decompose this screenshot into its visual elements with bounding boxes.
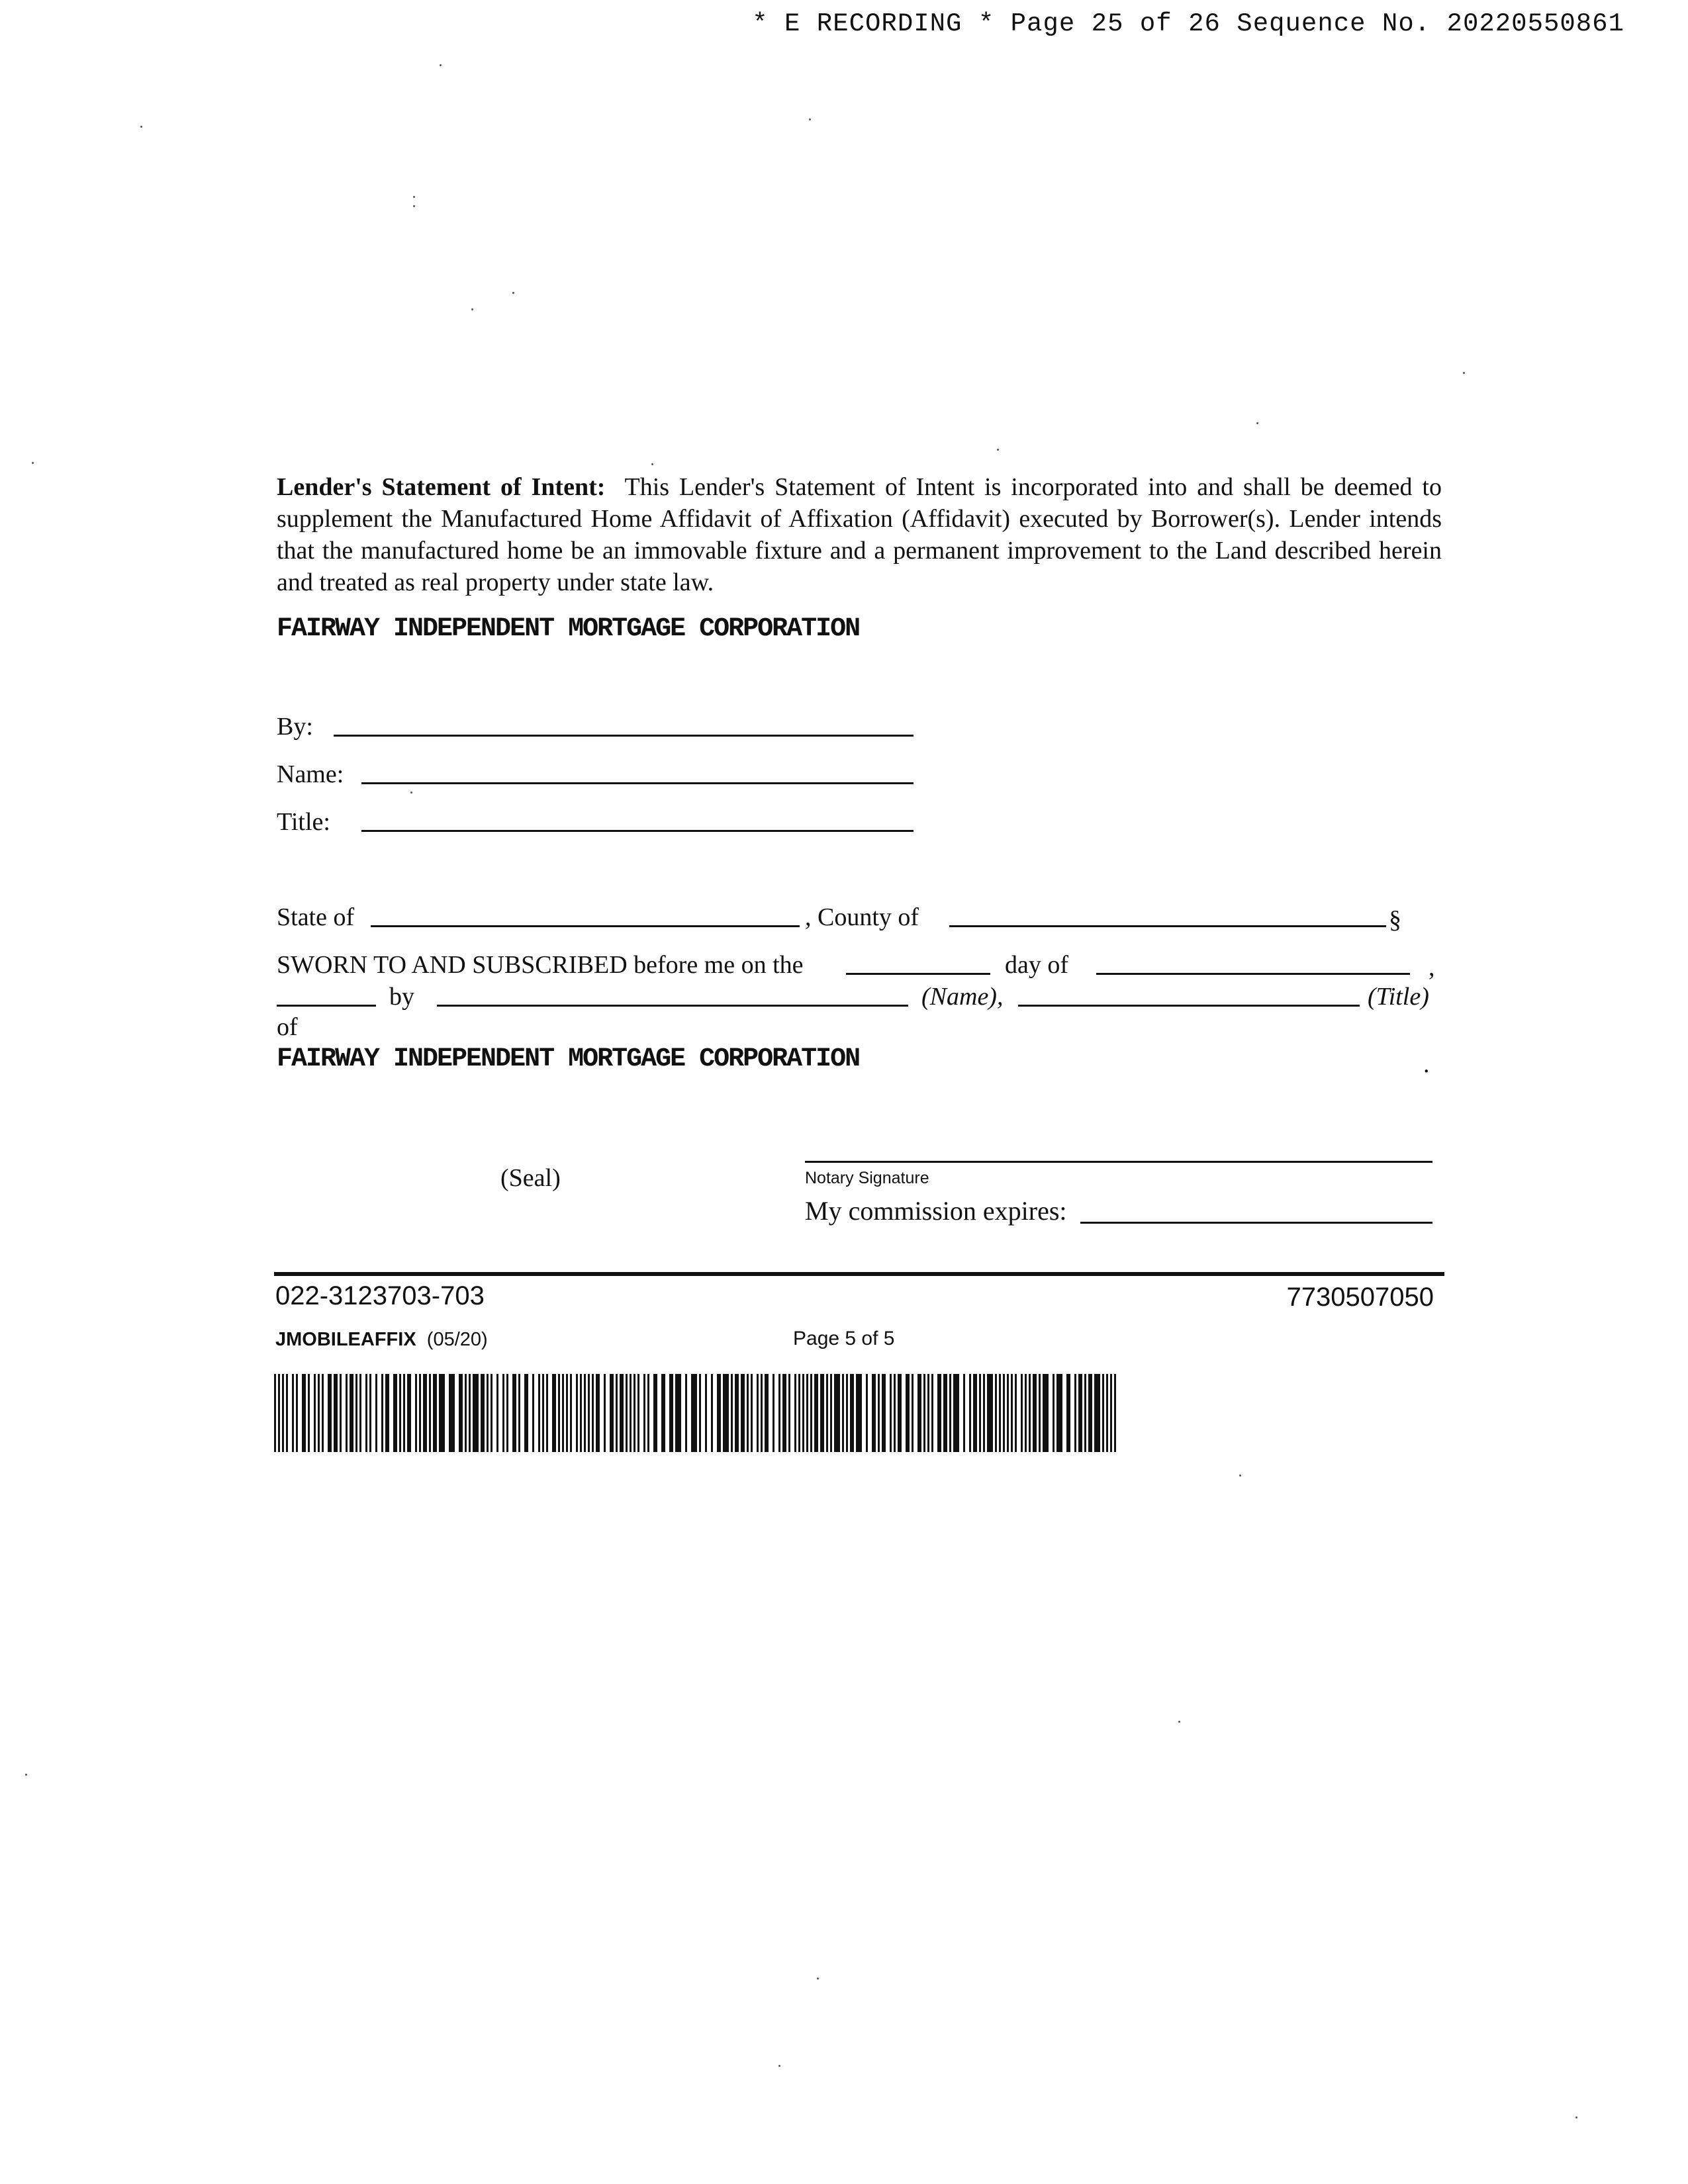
barcode-bar	[814, 1374, 818, 1452]
barcode-bar	[292, 1374, 294, 1452]
barcode-bar	[576, 1374, 578, 1452]
recording-header: * E RECORDING * Page 25 of 26 Sequence No. 20220550861	[752, 9, 1624, 38]
barcode-bar	[346, 1374, 348, 1452]
barcode-bar	[705, 1374, 707, 1452]
month-line[interactable]	[1096, 973, 1410, 975]
barcode-bar	[481, 1374, 485, 1452]
barcode-bar	[757, 1374, 759, 1452]
scan-speck	[471, 308, 473, 310]
barcode-bar	[1015, 1374, 1017, 1452]
barcode-bar	[1102, 1374, 1104, 1452]
barcode-bar	[711, 1374, 713, 1452]
barcode-bar	[620, 1374, 624, 1452]
barcode-bar	[949, 1374, 951, 1452]
barcode-bar	[937, 1374, 941, 1452]
barcode-bar	[355, 1374, 357, 1452]
barcode-bar	[278, 1374, 280, 1452]
footer-rule	[274, 1272, 1444, 1276]
lender-company-name: FAIRWAY INDEPENDENT MORTGAGE CORPORATION	[277, 614, 860, 644]
barcode-bar	[866, 1374, 868, 1452]
barcode-bar	[359, 1374, 361, 1452]
barcode-bar	[1056, 1374, 1062, 1452]
barcode-bar	[856, 1374, 862, 1452]
barcode-bar	[1078, 1374, 1082, 1452]
barcode-bar	[1007, 1374, 1009, 1452]
barcode-bar	[465, 1374, 467, 1452]
barcode-bar	[566, 1374, 568, 1452]
barcode-bar	[778, 1374, 780, 1452]
barcode-bar	[1106, 1374, 1108, 1452]
scan-speck	[140, 126, 142, 128]
barcode-bar	[1110, 1374, 1112, 1452]
barcode-bar	[385, 1374, 389, 1452]
scan-speck	[1178, 1721, 1180, 1723]
form-code	[275, 1329, 488, 1351]
barcode-bar	[1003, 1374, 1005, 1452]
barcode-bar	[1084, 1374, 1086, 1452]
title-label: Title:	[277, 808, 330, 836]
barcode-bar	[1053, 1374, 1055, 1452]
barcode-bar	[906, 1374, 910, 1452]
barcode-bar	[685, 1374, 687, 1452]
barcode-bar	[570, 1374, 572, 1452]
barcode-bar	[562, 1374, 564, 1452]
statement-paragraph	[277, 471, 1442, 598]
sworn-day-line[interactable]	[846, 973, 990, 975]
barcode-bar	[552, 1374, 556, 1452]
barcode-bar	[592, 1374, 594, 1452]
barcode-bar	[439, 1374, 445, 1452]
barcode-bar	[423, 1374, 427, 1452]
barcode-bar	[518, 1374, 520, 1452]
scan-speck	[778, 2065, 780, 2067]
barcode-bar	[538, 1374, 540, 1452]
form-code-text: JMOBILEAFFIX	[275, 1329, 416, 1350]
barcode-bar	[542, 1374, 544, 1452]
title-line[interactable]	[361, 830, 914, 832]
commission-line[interactable]	[1080, 1222, 1432, 1224]
barcode-bar	[308, 1374, 310, 1452]
barcode-bar	[403, 1374, 405, 1452]
barcode-bar	[731, 1374, 733, 1452]
scan-speck	[413, 196, 415, 198]
state-label: State of	[277, 903, 355, 931]
barcode-bar	[429, 1374, 431, 1452]
barcode-bar	[626, 1374, 628, 1452]
barcode-bar	[830, 1374, 832, 1452]
barcode-bar	[773, 1374, 774, 1452]
barcode-bar	[630, 1374, 632, 1452]
barcode-bar	[761, 1374, 763, 1452]
barcode-bar	[765, 1374, 769, 1452]
notary-signature-label: Notary Signature	[805, 1169, 929, 1187]
barcode-bar	[610, 1374, 614, 1452]
barcode-bar	[747, 1374, 749, 1452]
barcode-bar	[369, 1374, 371, 1452]
barcode-bar	[987, 1374, 993, 1452]
scan-speck	[651, 463, 653, 465]
barcode-bar	[882, 1374, 886, 1452]
barcode-bar	[381, 1374, 383, 1452]
barcode-bar	[691, 1374, 697, 1452]
barcode-bar	[669, 1374, 673, 1452]
barcode-bar	[969, 1374, 971, 1452]
form-date: (05/20)	[426, 1329, 488, 1350]
barcode-bar	[407, 1374, 411, 1452]
barcode-bar	[999, 1374, 1001, 1452]
barcode-bar	[675, 1374, 681, 1452]
barcode-bar	[834, 1374, 840, 1452]
scan-speck	[413, 205, 415, 207]
barcode-bar	[449, 1374, 455, 1452]
state-line[interactable]	[371, 925, 800, 927]
barcode-bar	[846, 1374, 848, 1452]
scan-speck	[440, 64, 442, 66]
barcode-bar	[322, 1374, 324, 1452]
barcode-bar	[1088, 1374, 1092, 1452]
barcode-bar	[399, 1374, 401, 1452]
name-placeholder: (Name),	[921, 983, 1004, 1011]
barcode-bar	[415, 1374, 417, 1452]
barcode-bar	[286, 1374, 288, 1452]
barcode-bar	[751, 1374, 753, 1452]
barcode-bar	[588, 1374, 590, 1452]
barcode-bar	[806, 1374, 808, 1452]
barcode	[274, 1374, 1120, 1452]
by-label: By:	[277, 713, 313, 741]
loan-number: 022-3123703-703	[275, 1281, 485, 1310]
scan-speck	[1256, 422, 1258, 424]
barcode-bar	[491, 1374, 492, 1452]
barcode-bar	[558, 1374, 560, 1452]
day-of-label: day of	[1005, 951, 1069, 979]
barcode-bar	[872, 1374, 876, 1452]
barcode-bar	[973, 1374, 977, 1452]
notary-signature-line[interactable]	[805, 1161, 1432, 1163]
barcode-bar	[314, 1374, 316, 1452]
barcode-bar	[802, 1374, 804, 1452]
barcode-bar	[842, 1374, 844, 1452]
barcode-bar	[826, 1374, 828, 1452]
barcode-bar	[717, 1374, 721, 1452]
barcode-bar	[1029, 1374, 1031, 1452]
barcode-bar	[798, 1374, 800, 1452]
barcode-bar	[931, 1374, 933, 1452]
barcode-bar	[653, 1374, 657, 1452]
barcode-bar	[637, 1374, 639, 1452]
by-notary-label: by	[389, 983, 414, 1011]
barcode-bar	[1114, 1374, 1116, 1452]
statement-heading: Lender's Statement of Intent:	[277, 473, 606, 501]
section-symbol: §	[1389, 906, 1401, 934]
barcode-bar	[963, 1374, 965, 1452]
barcode-bar	[699, 1374, 701, 1452]
barcode-bar	[878, 1374, 880, 1452]
barcode-bar	[979, 1374, 981, 1452]
barcode-bar	[512, 1374, 516, 1452]
barcode-bar	[647, 1374, 649, 1452]
barcode-bar	[375, 1374, 377, 1452]
barcode-bar	[1021, 1374, 1023, 1452]
scan-speck	[1463, 372, 1465, 374]
barcode-bar	[596, 1374, 600, 1452]
barcode-bar	[296, 1374, 298, 1452]
barcode-bar	[334, 1374, 338, 1452]
scan-speck	[809, 118, 811, 120]
scan-speck	[817, 1978, 819, 1979]
barcode-bar	[810, 1374, 812, 1452]
barcode-bar	[735, 1374, 739, 1452]
barcode-bar	[419, 1374, 421, 1452]
name-label: Name:	[277, 760, 344, 788]
reference-number: 7730507050	[1286, 1283, 1434, 1312]
seal-label: (Seal)	[500, 1164, 561, 1192]
barcode-bar	[723, 1374, 729, 1452]
barcode-bar	[1066, 1374, 1070, 1452]
barcode-bar	[274, 1374, 276, 1452]
barcode-bar	[850, 1374, 854, 1452]
barcode-bar	[496, 1374, 498, 1452]
barcode-bar	[1043, 1374, 1049, 1452]
scan-speck	[997, 449, 999, 451]
period-mark: .	[1423, 1050, 1430, 1078]
barcode-bar	[633, 1374, 635, 1452]
barcode-bar	[459, 1374, 463, 1452]
scan-speck	[1239, 1475, 1241, 1477]
barcode-bar	[506, 1374, 508, 1452]
barcode-bar	[995, 1374, 997, 1452]
scan-speck	[512, 292, 514, 294]
barcode-bar	[794, 1374, 796, 1452]
barcode-bar	[1039, 1374, 1041, 1452]
barcode-bar	[433, 1374, 437, 1452]
barcode-bar	[318, 1374, 320, 1452]
barcode-bar	[788, 1374, 790, 1452]
barcode-bar	[487, 1374, 489, 1452]
statement-body: This Lender's Statement of Intent is incorporated into and shall be deemed to supplement the Manufactured Home Affidavit of Affixation (Affidavit) executed by Borrower(s). Lender intends that the manufactured home be an immovable fixture and a permanent improvement to the Land described herein and treated as real property under state law.	[277, 473, 1442, 596]
barcode-bar	[1025, 1374, 1027, 1452]
signer-title-line[interactable]	[1018, 1005, 1360, 1007]
county-line[interactable]	[949, 925, 1386, 927]
barcode-bar	[393, 1374, 397, 1452]
barcode-bar	[820, 1374, 824, 1452]
barcode-bar	[584, 1374, 586, 1452]
barcode-bar	[923, 1374, 925, 1452]
barcode-bar	[546, 1374, 548, 1452]
notary-company-name: FAIRWAY INDEPENDENT MORTGAGE CORPORATION	[277, 1044, 860, 1074]
barcode-bar	[469, 1374, 471, 1452]
barcode-bar	[661, 1374, 665, 1452]
barcode-bar	[1011, 1374, 1013, 1452]
barcode-bar	[524, 1374, 528, 1452]
year-line[interactable]	[277, 1005, 376, 1007]
barcode-bar	[894, 1374, 896, 1452]
name-line[interactable]	[361, 782, 914, 784]
barcode-bar	[302, 1374, 306, 1452]
barcode-bar	[741, 1374, 745, 1452]
of-label: of	[277, 1013, 298, 1041]
barcode-bar	[1074, 1374, 1076, 1452]
barcode-bar	[917, 1374, 921, 1452]
title-placeholder: (Title)	[1368, 983, 1429, 1011]
barcode-bar	[350, 1374, 353, 1452]
by-signature-line[interactable]	[334, 735, 914, 737]
scan-speck	[25, 1774, 27, 1776]
signer-name-line[interactable]	[437, 1005, 908, 1007]
barcode-bar	[912, 1374, 914, 1452]
barcode-bar	[580, 1374, 582, 1452]
scan-speck	[32, 462, 34, 464]
commission-label: My commission expires:	[805, 1196, 1067, 1226]
barcode-bar	[1094, 1374, 1100, 1452]
barcode-bar	[365, 1374, 367, 1452]
barcode-bar	[943, 1374, 947, 1452]
barcode-bar	[1033, 1374, 1037, 1452]
barcode-bar	[340, 1374, 342, 1452]
page-number: Page 5 of 5	[793, 1328, 895, 1349]
barcode-bar	[328, 1374, 332, 1452]
barcode-bar	[890, 1374, 892, 1452]
scan-speck	[1575, 2116, 1577, 2118]
scan-speck	[410, 792, 412, 794]
barcode-bar	[983, 1374, 985, 1452]
barcode-bar	[532, 1374, 534, 1452]
barcode-bar	[282, 1374, 284, 1452]
barcode-bar	[604, 1374, 606, 1452]
barcode-bar	[616, 1374, 618, 1452]
comma-mark: ,	[1429, 954, 1435, 981]
barcode-bar	[643, 1374, 645, 1452]
barcode-bar	[953, 1374, 959, 1452]
barcode-bar	[782, 1374, 786, 1452]
barcode-bar	[473, 1374, 479, 1452]
barcode-bar	[502, 1374, 504, 1452]
sworn-label: SWORN TO AND SUBSCRIBED before me on the	[277, 951, 804, 979]
barcode-bar	[898, 1374, 902, 1452]
county-label: , County of	[805, 903, 919, 931]
barcode-bar	[927, 1374, 929, 1452]
